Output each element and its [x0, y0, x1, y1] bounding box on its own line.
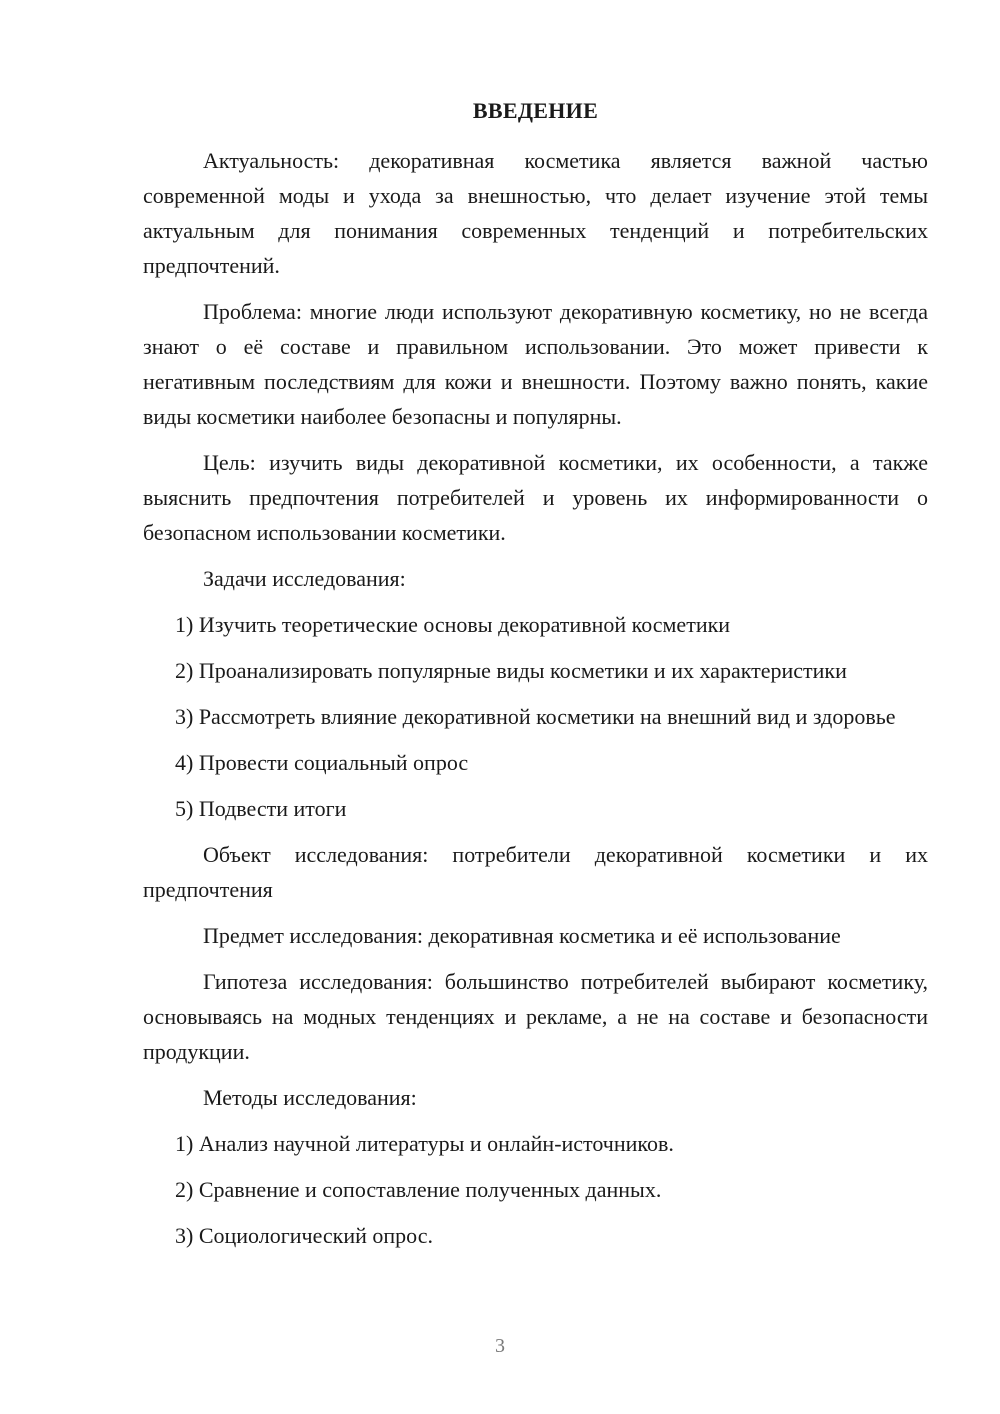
- document-page: [143, 94, 928, 1264]
- task-item-2: 2) Проанализировать популярные виды косметики и их характеристики: [175, 658, 847, 683]
- paragraph-methods-heading: Методы исследования:: [203, 1085, 417, 1110]
- paragraph-goal: Цель: изучить виды декоративной косметики, их особенности, а также выяснить предпочтения потребителей и уровень их информированности о безопасном использовании косметики.: [143, 450, 928, 545]
- task-item-4: 4) Провести социальный опрос: [175, 750, 469, 775]
- paragraph-subject: Предмет исследования: декоративная косметика и её использование: [203, 923, 841, 948]
- paragraph-hypothesis: Гипотеза исследования: большинство потребителей выбирают косметику, основываясь на модных тенденциях и рекламе, а не на составе и безопасности продукции.: [143, 969, 928, 1064]
- task-item-3: 3) Рассмотреть влияние декоративной косметики на внешний вид и здоровье: [175, 704, 896, 729]
- task-item-5: 5) Подвести итоги: [175, 796, 347, 821]
- method-item-3: 3) Социологический опрос.: [175, 1223, 433, 1248]
- paragraph-problem: Проблема: многие люди используют декоративную косметику, но не всегда знают о её составе и правильном использовании. Это может привести к негативным последствиям для кожи и внешности. Поэтому важно понять, какие виды косметики наиболее безопасны и популярны.: [143, 299, 928, 429]
- section-title: ВВЕДЕНИЕ: [472, 98, 599, 123]
- paragraph-relevance: Актуальность: декоративная косметика является важной частью современной моды и ухода за внешностью, что делает изучение этой темы актуальным для понимания современных тенденций и потребительских предпочтений.: [143, 148, 928, 278]
- paragraph-object: Объект исследования: потребители декоративной косметики и их предпочтения: [143, 842, 928, 902]
- method-item-2: 2) Сравнение и сопоставление полученных данных.: [175, 1177, 662, 1202]
- paragraph-tasks-heading: Задачи исследования:: [203, 566, 406, 591]
- task-item-1: 1) Изучить теоретические основы декоративной косметики: [175, 612, 731, 637]
- method-item-1: 1) Анализ научной литературы и онлайн-источников.: [175, 1131, 674, 1156]
- page-number: 3: [495, 1335, 505, 1357]
